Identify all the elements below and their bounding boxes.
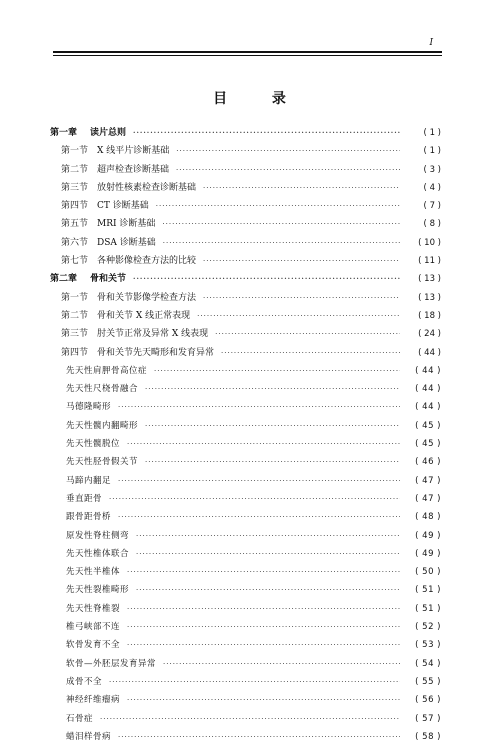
toc-entry-topic[interactable] [50,380,441,398]
toc-entry-section[interactable] [50,344,441,362]
dot-leader [176,142,400,160]
header-rule-thin [53,55,442,56]
toc-entry-page: ( 48 ) [415,512,441,523]
toc-entry-label: X 线平片诊断基础 [97,146,170,157]
dot-leader [176,161,400,179]
toc-entry-label: 成骨不全 [66,676,103,687]
toc-entry-number: 第二节 [61,310,89,321]
toc-entry-label: 骨和关节 X 线正常表现 [97,310,191,321]
toc-entry-label: 先天性椎体联合 [66,548,130,559]
toc-entry-label: 软骨—外胚层发育异常 [66,658,157,669]
toc-entry-topic[interactable] [50,490,441,508]
dot-leader [127,563,400,581]
dot-leader [127,618,400,636]
dot-leader [127,435,400,453]
toc-entry-section[interactable] [50,215,441,233]
dot-leader [145,380,400,398]
table-of-contents [50,124,441,746]
toc-entry-page: ( 11 ) [418,256,441,267]
toc-entry-topic[interactable] [50,398,441,416]
toc-entry-number: 第六节 [61,237,89,248]
toc-entry-number: 第四节 [61,347,89,358]
toc-entry-label: 先天性胫骨假关节 [66,457,139,468]
toc-entry-page: ( 49 ) [415,530,441,541]
dot-leader [221,344,400,362]
dot-leader [118,472,400,490]
toc-entry-page: ( 54 ) [415,658,441,669]
dot-leader [118,728,400,746]
toc-entry-label: 先天性半椎体 [66,567,121,578]
toc-entry-page: ( 57 ) [415,713,441,724]
dot-leader [156,197,400,215]
toc-entry-topic[interactable] [50,691,441,709]
toc-entry-label: 垂直距骨 [66,493,103,504]
toc-entry-page: ( 53 ) [415,640,441,651]
toc-entry-page: ( 8 ) [423,219,441,230]
dot-leader [203,289,400,307]
toc-entry-page: ( 51 ) [415,603,441,614]
toc-entry-page: ( 3 ) [423,164,441,175]
toc-entry-page: ( 10 ) [418,237,441,248]
toc-entry-label: 先天性裂椎畸形 [66,585,130,596]
toc-entry-topic[interactable] [50,581,441,599]
toc-entry-section[interactable] [50,307,441,325]
toc-entry-page: ( 13 ) [418,274,441,285]
dot-leader [163,655,400,673]
toc-entry-label: 读片总则 [90,128,127,138]
toc-entry-page: ( 44 ) [415,402,441,413]
toc-entry-topic[interactable] [50,417,441,435]
page-title: 目 录 [213,91,306,107]
toc-entry-page: ( 44 ) [415,365,441,376]
toc-entry-topic[interactable] [50,508,441,526]
toc-entry-topic[interactable] [50,636,441,654]
toc-entry-section[interactable] [50,289,441,307]
toc-entry-number: 第七节 [61,256,89,267]
dot-leader [133,270,400,288]
dot-leader [203,179,400,197]
dot-leader [100,710,400,728]
toc-entry-topic[interactable] [50,472,441,490]
toc-entry-number: 第三节 [61,182,89,193]
toc-entry-number: 第五节 [61,219,89,230]
dot-leader [127,636,400,654]
toc-entry-page: ( 50 ) [415,567,441,578]
toc-entry-page: ( 51 ) [415,585,441,596]
toc-entry-page: ( 56 ) [415,695,441,706]
dot-leader [215,325,400,343]
toc-entry-topic[interactable] [50,710,441,728]
dot-leader [162,215,400,233]
toc-entry-label: DSA 诊断基础 [97,237,156,248]
toc-entry-section[interactable] [50,142,441,160]
toc-entry-section[interactable] [50,252,441,270]
toc-entry-topic[interactable] [50,435,441,453]
toc-entry-chapter[interactable] [50,124,441,142]
toc-entry-label: 先天性肩胛骨高位症 [66,365,148,376]
toc-entry-label: 肘关节正常及异常 X 线表现 [97,329,209,340]
toc-entry-label: 先天性髋内翻畸形 [66,420,139,431]
toc-entry-label: 马德隆畸形 [66,402,112,413]
toc-entry-page: ( 44 ) [418,347,441,358]
toc-entry-page: ( 1 ) [423,128,441,138]
toc-entry-label: 原发性脊柱侧弯 [66,530,130,541]
dot-leader [109,673,400,691]
dot-leader [136,581,400,599]
toc-entry-page: ( 1 ) [423,146,441,157]
toc-entry-label: MRI 诊断基础 [97,219,156,230]
toc-entry-page: ( 44 ) [415,384,441,395]
dot-leader [197,307,400,325]
toc-entry-page: ( 46 ) [415,457,441,468]
dot-leader [154,362,400,380]
toc-entry-number: 第一节 [61,146,89,157]
toc-entry-topic[interactable] [50,673,441,691]
toc-entry-page: ( 24 ) [418,329,441,340]
toc-entry-section[interactable] [50,161,441,179]
dot-leader [127,600,400,618]
header-rule [53,51,442,53]
toc-entry-section[interactable] [50,179,441,197]
toc-entry-topic[interactable] [50,453,441,471]
toc-entry-section[interactable] [50,325,441,343]
dot-leader [136,527,400,545]
toc-entry-label: 各种影像检查方法的比较 [97,256,197,267]
dot-leader [133,124,400,142]
toc-entry-label: CT 诊断基础 [97,201,149,212]
toc-entry-topic[interactable] [50,362,441,380]
toc-entry-label: 椎弓峡部不连 [66,622,121,633]
toc-entry-page: ( 13 ) [418,292,441,303]
toc-entry-label: 神经纤维瘤病 [66,695,121,706]
dot-leader [145,453,400,471]
toc-entry-page: ( 18 ) [418,310,441,321]
toc-entry-label: 骨和关节 [90,274,127,285]
toc-entry-label: 马蹄内翻足 [66,475,112,486]
toc-entry-topic[interactable] [50,563,441,581]
toc-entry-topic[interactable] [50,655,441,673]
toc-entry-topic[interactable] [50,728,441,746]
toc-entry-page: ( 52 ) [415,622,441,633]
toc-entry-section[interactable] [50,234,441,252]
dot-leader [127,691,400,709]
toc-entry-page: ( 47 ) [415,493,441,504]
toc-entry-topic[interactable] [50,600,441,618]
toc-entry-label: 蜡泪样骨病 [66,731,112,742]
toc-entry-page: ( 55 ) [415,676,441,687]
toc-entry-number: 第一节 [61,292,89,303]
dot-leader [109,490,400,508]
dot-leader [203,252,400,270]
toc-entry-number: 第四节 [61,201,89,212]
toc-entry-page: ( 45 ) [415,439,441,450]
toc-entry-topic[interactable] [50,527,441,545]
toc-entry-number: 第二章 [50,274,78,285]
toc-entry-number: 第二节 [61,164,89,175]
dot-leader [136,545,400,563]
page-number: I [429,38,433,48]
toc-entry-label: 超声检查诊断基础 [97,164,170,175]
toc-entry-label: 骨和关节影像学检查方法 [97,292,197,303]
toc-entry-page: ( 4 ) [423,182,441,193]
dot-leader [145,417,400,435]
toc-entry-page: ( 58 ) [415,731,441,742]
toc-entry-page: ( 49 ) [415,548,441,559]
dot-leader [163,234,400,252]
toc-entry-label: 跟骨距骨桥 [66,512,112,523]
dot-leader [118,398,400,416]
toc-entry-label: 骨和关节先天畸形和发育异常 [97,347,215,358]
toc-entry-topic[interactable] [50,545,441,563]
toc-entry-label: 先天性尺桡骨融合 [66,384,139,395]
dot-leader [118,508,400,526]
toc-entry-page: ( 7 ) [423,201,441,212]
toc-entry-section[interactable] [50,197,441,215]
toc-entry-number: 第一章 [50,128,78,138]
toc-entry-label: 软骨发育不全 [66,640,121,651]
toc-entry-label: 石骨症 [66,713,94,724]
toc-entry-label: 先天性髋脱位 [66,439,121,450]
toc-entry-page: ( 47 ) [415,475,441,486]
toc-entry-number: 第三节 [61,329,89,340]
toc-entry-topic[interactable] [50,618,441,636]
toc-entry-label: 放射性核素检查诊断基础 [97,182,197,193]
toc-entry-chapter[interactable] [50,270,441,288]
toc-entry-page: ( 45 ) [415,420,441,431]
toc-entry-label: 先天性脊椎裂 [66,603,121,614]
